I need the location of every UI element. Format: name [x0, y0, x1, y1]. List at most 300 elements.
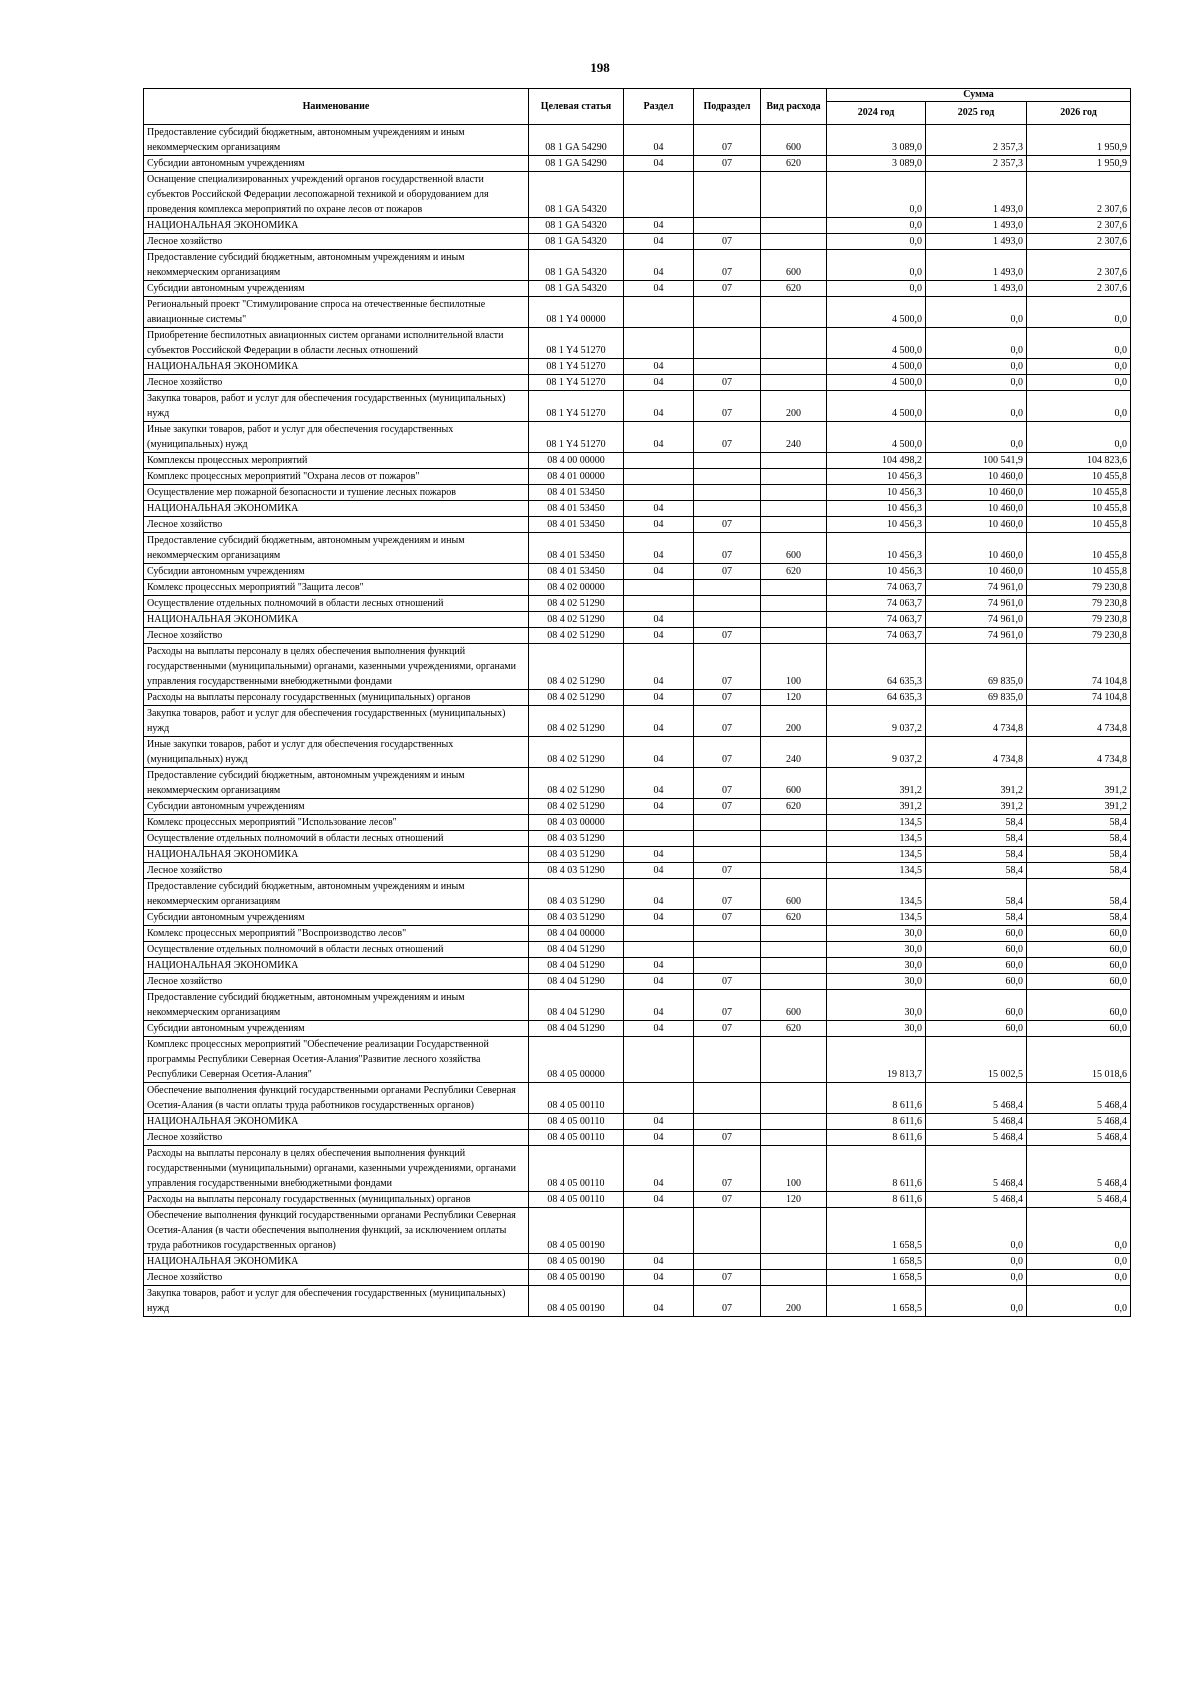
- row-name: Предоставление субсидий бюджетным, автономным учреждениям и иным некоммерческим организациям: [144, 250, 529, 281]
- row-2026: 1 950,9: [1027, 156, 1131, 172]
- row-code: 08 4 02 51290: [529, 628, 624, 644]
- row-podrazdel: 07: [694, 1270, 761, 1286]
- row-vid: [761, 815, 827, 831]
- row-2024: 10 456,3: [827, 469, 926, 485]
- row-razdel: 04: [624, 1270, 694, 1286]
- row-2024: 10 456,3: [827, 501, 926, 517]
- row-2024: 30,0: [827, 1021, 926, 1037]
- row-2025: 1 493,0: [926, 281, 1027, 297]
- row-code: 08 4 03 51290: [529, 863, 624, 879]
- row-code: 08 4 05 00110: [529, 1114, 624, 1130]
- table-row: [144, 1208, 1131, 1254]
- row-2025: 58,4: [926, 879, 1027, 910]
- row-razdel: 04: [624, 359, 694, 375]
- row-name: Закупка товаров, работ и услуг для обеспечения государственных (муниципальных) нужд: [144, 391, 529, 422]
- row-podrazdel: 07: [694, 533, 761, 564]
- row-razdel: 04: [624, 218, 694, 234]
- row-2025: 60,0: [926, 942, 1027, 958]
- row-vid: [761, 485, 827, 501]
- row-2024: 74 063,7: [827, 612, 926, 628]
- row-2026: 79 230,8: [1027, 596, 1131, 612]
- header-2026: 2026 год: [1027, 102, 1131, 125]
- row-razdel: 04: [624, 974, 694, 990]
- row-code: 08 1 Y4 51270: [529, 375, 624, 391]
- row-2024: 30,0: [827, 942, 926, 958]
- row-code: 08 4 02 51290: [529, 612, 624, 628]
- row-podrazdel: 07: [694, 879, 761, 910]
- row-2026: 60,0: [1027, 974, 1131, 990]
- header-2025: 2025 год: [926, 102, 1027, 125]
- row-code: 08 4 01 53450: [529, 485, 624, 501]
- row-name: Субсидии автономным учреждениям: [144, 799, 529, 815]
- table-row: [144, 422, 1131, 453]
- table-row: [144, 815, 1131, 831]
- row-podrazdel: 07: [694, 1130, 761, 1146]
- row-podrazdel: [694, 926, 761, 942]
- row-vid: [761, 628, 827, 644]
- row-razdel: [624, 926, 694, 942]
- row-name: Иные закупки товаров, работ и услуг для обеспечения государственных (муниципальных) нужд: [144, 737, 529, 768]
- row-2024: 0,0: [827, 234, 926, 250]
- row-2026: 5 468,4: [1027, 1192, 1131, 1208]
- row-razdel: [624, 469, 694, 485]
- row-2026: 391,2: [1027, 799, 1131, 815]
- row-razdel: [624, 1037, 694, 1083]
- row-name: Субсидии автономным учреждениям: [144, 910, 529, 926]
- row-razdel: [624, 453, 694, 469]
- row-name: Субсидии автономным учреждениям: [144, 564, 529, 580]
- row-2026: 58,4: [1027, 847, 1131, 863]
- row-2025: 0,0: [926, 1208, 1027, 1254]
- row-vid: 200: [761, 1286, 827, 1317]
- row-2026: 10 455,8: [1027, 564, 1131, 580]
- row-podrazdel: 07: [694, 391, 761, 422]
- row-name: Приобретение беспилотных авиационных систем органами исполнительной власти субъектов Российской Федерации в области лесных отношений: [144, 328, 529, 359]
- row-vid: 600: [761, 250, 827, 281]
- row-2026: 0,0: [1027, 297, 1131, 328]
- row-code: 08 1 GA 54320: [529, 218, 624, 234]
- row-2025: 2 357,3: [926, 156, 1027, 172]
- table-row: [144, 517, 1131, 533]
- table-row: [144, 218, 1131, 234]
- row-2026: 0,0: [1027, 375, 1131, 391]
- row-2024: 64 635,3: [827, 690, 926, 706]
- row-razdel: 04: [624, 517, 694, 533]
- row-podrazdel: 07: [694, 690, 761, 706]
- row-vid: [761, 863, 827, 879]
- row-2025: 10 460,0: [926, 533, 1027, 564]
- row-2026: 58,4: [1027, 815, 1131, 831]
- table-row: [144, 831, 1131, 847]
- row-code: 08 4 04 00000: [529, 926, 624, 942]
- row-2026: 60,0: [1027, 926, 1131, 942]
- row-2024: 74 063,7: [827, 580, 926, 596]
- row-razdel: 04: [624, 1130, 694, 1146]
- row-name: Осуществление мер пожарной безопасности и тушение лесных пожаров: [144, 485, 529, 501]
- row-podrazdel: [694, 847, 761, 863]
- row-vid: [761, 218, 827, 234]
- table-row: [144, 612, 1131, 628]
- row-2025: 2 357,3: [926, 125, 1027, 156]
- row-vid: [761, 1130, 827, 1146]
- row-name: НАЦИОНАЛЬНАЯ ЭКОНОМИКА: [144, 501, 529, 517]
- row-2024: 74 063,7: [827, 628, 926, 644]
- table-row: [144, 990, 1131, 1021]
- row-vid: 120: [761, 1192, 827, 1208]
- row-code: 08 4 01 53450: [529, 564, 624, 580]
- row-razdel: 04: [624, 690, 694, 706]
- row-code: 08 4 05 00190: [529, 1208, 624, 1254]
- row-podrazdel: 07: [694, 768, 761, 799]
- row-2024: 9 037,2: [827, 706, 926, 737]
- table-row: [144, 156, 1131, 172]
- row-2026: 60,0: [1027, 1021, 1131, 1037]
- row-2024: 134,5: [827, 831, 926, 847]
- row-razdel: 04: [624, 1254, 694, 1270]
- row-name: Предоставление субсидий бюджетным, автономным учреждениям и иным некоммерческим организациям: [144, 768, 529, 799]
- row-2025: 58,4: [926, 863, 1027, 879]
- row-2024: 10 456,3: [827, 533, 926, 564]
- row-vid: 100: [761, 1146, 827, 1192]
- row-razdel: [624, 831, 694, 847]
- row-2026: 60,0: [1027, 942, 1131, 958]
- row-2026: 10 455,8: [1027, 533, 1131, 564]
- header-code: Целевая статья: [529, 89, 624, 125]
- table-row: [144, 799, 1131, 815]
- row-razdel: 04: [624, 706, 694, 737]
- row-2024: 4 500,0: [827, 422, 926, 453]
- row-name: Субсидии автономным учреждениям: [144, 281, 529, 297]
- row-code: 08 4 03 51290: [529, 847, 624, 863]
- header-2024: 2024 год: [827, 102, 926, 125]
- row-2026: 0,0: [1027, 391, 1131, 422]
- row-name: Комлекс процессных мероприятий "Воспроизводство лесов": [144, 926, 529, 942]
- row-vid: 240: [761, 737, 827, 768]
- row-2026: 15 018,6: [1027, 1037, 1131, 1083]
- row-code: 08 4 02 51290: [529, 768, 624, 799]
- row-2026: 0,0: [1027, 359, 1131, 375]
- row-2026: 5 468,4: [1027, 1083, 1131, 1114]
- row-code: 08 1 GA 54320: [529, 250, 624, 281]
- row-2024: 8 611,6: [827, 1083, 926, 1114]
- row-podrazdel: [694, 1114, 761, 1130]
- row-2026: 10 455,8: [1027, 517, 1131, 533]
- row-name: Региональный проект "Стимулирование спроса на отечественные беспилотные авиационные системы": [144, 297, 529, 328]
- row-2024: 104 498,2: [827, 453, 926, 469]
- row-name: Предоставление субсидий бюджетным, автономным учреждениям и иным некоммерческим организациям: [144, 879, 529, 910]
- row-podrazdel: [694, 580, 761, 596]
- table-row: [144, 974, 1131, 990]
- row-2025: 10 460,0: [926, 501, 1027, 517]
- row-2026: 0,0: [1027, 1208, 1131, 1254]
- table-row: [144, 690, 1131, 706]
- row-podrazdel: 07: [694, 125, 761, 156]
- table-row: [144, 879, 1131, 910]
- table-row: [144, 768, 1131, 799]
- table-row: [144, 564, 1131, 580]
- row-vid: [761, 453, 827, 469]
- row-vid: [761, 847, 827, 863]
- row-name: Лесное хозяйство: [144, 628, 529, 644]
- row-name: НАЦИОНАЛЬНАЯ ЭКОНОМИКА: [144, 847, 529, 863]
- row-podrazdel: 07: [694, 706, 761, 737]
- row-name: Комлекс процессных мероприятий "Использование лесов": [144, 815, 529, 831]
- row-code: 08 4 01 00000: [529, 469, 624, 485]
- row-code: 08 4 03 00000: [529, 815, 624, 831]
- row-podrazdel: 07: [694, 281, 761, 297]
- row-2026: 79 230,8: [1027, 580, 1131, 596]
- row-2026: 4 734,8: [1027, 706, 1131, 737]
- row-name: НАЦИОНАЛЬНАЯ ЭКОНОМИКА: [144, 218, 529, 234]
- table-row: [144, 1037, 1131, 1083]
- row-2025: 60,0: [926, 926, 1027, 942]
- row-razdel: [624, 1083, 694, 1114]
- row-podrazdel: 07: [694, 644, 761, 690]
- row-podrazdel: [694, 172, 761, 218]
- row-vid: 620: [761, 1021, 827, 1037]
- row-2025: 74 961,0: [926, 596, 1027, 612]
- row-2025: 58,4: [926, 910, 1027, 926]
- row-vid: [761, 517, 827, 533]
- header-vid: Вид расхода: [761, 89, 827, 125]
- row-podrazdel: 07: [694, 422, 761, 453]
- row-2026: 5 468,4: [1027, 1114, 1131, 1130]
- row-code: 08 4 02 51290: [529, 644, 624, 690]
- row-2024: 10 456,3: [827, 564, 926, 580]
- table-row: [144, 1130, 1131, 1146]
- row-code: 08 4 05 00190: [529, 1286, 624, 1317]
- row-2025: 0,0: [926, 375, 1027, 391]
- row-2024: 8 611,6: [827, 1114, 926, 1130]
- row-2025: 69 835,0: [926, 690, 1027, 706]
- row-vid: [761, 1037, 827, 1083]
- row-vid: 620: [761, 156, 827, 172]
- row-razdel: 04: [624, 422, 694, 453]
- row-podrazdel: 07: [694, 1146, 761, 1192]
- row-vid: [761, 501, 827, 517]
- row-2026: 4 734,8: [1027, 737, 1131, 768]
- row-razdel: 04: [624, 1021, 694, 1037]
- row-vid: 600: [761, 990, 827, 1021]
- row-razdel: 04: [624, 1114, 694, 1130]
- row-podrazdel: 07: [694, 250, 761, 281]
- row-name: Осуществление отдельных полномочий в области лесных отношений: [144, 831, 529, 847]
- table-row: [144, 644, 1131, 690]
- row-vid: [761, 172, 827, 218]
- row-2024: 4 500,0: [827, 359, 926, 375]
- row-code: 08 4 05 00000: [529, 1037, 624, 1083]
- table-body: [144, 125, 1131, 1317]
- row-2025: 0,0: [926, 328, 1027, 359]
- row-razdel: [624, 1208, 694, 1254]
- row-podrazdel: 07: [694, 974, 761, 990]
- row-2024: 391,2: [827, 768, 926, 799]
- row-razdel: 04: [624, 644, 694, 690]
- row-razdel: [624, 485, 694, 501]
- row-2025: 0,0: [926, 391, 1027, 422]
- row-podrazdel: 07: [694, 863, 761, 879]
- row-vid: [761, 1254, 827, 1270]
- table-row: [144, 1083, 1131, 1114]
- row-podrazdel: 07: [694, 628, 761, 644]
- row-2024: 0,0: [827, 250, 926, 281]
- row-code: 08 4 02 00000: [529, 580, 624, 596]
- row-code: 08 4 04 51290: [529, 942, 624, 958]
- page-number: 198: [590, 60, 610, 75]
- row-podrazdel: [694, 328, 761, 359]
- row-2024: 391,2: [827, 799, 926, 815]
- row-code: 08 1 GA 54320: [529, 281, 624, 297]
- row-2025: 60,0: [926, 958, 1027, 974]
- row-code: 08 4 05 00190: [529, 1270, 624, 1286]
- row-razdel: 04: [624, 156, 694, 172]
- table-row: [144, 958, 1131, 974]
- row-2025: 0,0: [926, 359, 1027, 375]
- row-podrazdel: [694, 1254, 761, 1270]
- row-vid: 620: [761, 281, 827, 297]
- row-vid: 240: [761, 422, 827, 453]
- row-2024: 134,5: [827, 910, 926, 926]
- row-2024: 64 635,3: [827, 644, 926, 690]
- row-podrazdel: [694, 218, 761, 234]
- row-2024: 10 456,3: [827, 517, 926, 533]
- row-razdel: [624, 815, 694, 831]
- row-name: Комлекс процессных мероприятий "Защита лесов": [144, 580, 529, 596]
- row-2024: 10 456,3: [827, 485, 926, 501]
- table-row: [144, 1270, 1131, 1286]
- row-2024: 30,0: [827, 926, 926, 942]
- row-2024: 0,0: [827, 218, 926, 234]
- row-2025: 74 961,0: [926, 628, 1027, 644]
- row-2025: 4 734,8: [926, 706, 1027, 737]
- row-2025: 74 961,0: [926, 580, 1027, 596]
- row-name: Расходы на выплаты персоналу государственных (муниципальных) органов: [144, 1192, 529, 1208]
- row-name: Обеспечение выполнения функций государственными органами Республики Северная Осетия-Алания (в части оплаты труда работников государственных органов): [144, 1083, 529, 1114]
- row-vid: [761, 958, 827, 974]
- row-code: 08 4 05 00190: [529, 1254, 624, 1270]
- table-header: [144, 89, 1131, 125]
- row-2026: 79 230,8: [1027, 628, 1131, 644]
- table-row: [144, 501, 1131, 517]
- row-code: 08 4 02 51290: [529, 690, 624, 706]
- row-razdel: 04: [624, 910, 694, 926]
- row-vid: 600: [761, 768, 827, 799]
- row-podrazdel: [694, 831, 761, 847]
- row-2025: 5 468,4: [926, 1192, 1027, 1208]
- row-razdel: 04: [624, 250, 694, 281]
- row-vid: [761, 359, 827, 375]
- row-2024: 0,0: [827, 281, 926, 297]
- table-row: [144, 706, 1131, 737]
- row-2025: 74 961,0: [926, 612, 1027, 628]
- table-row: [144, 250, 1131, 281]
- row-vid: 120: [761, 690, 827, 706]
- row-name: Лесное хозяйство: [144, 375, 529, 391]
- row-razdel: 04: [624, 281, 694, 297]
- table-row: [144, 328, 1131, 359]
- row-2024: 134,5: [827, 847, 926, 863]
- row-2025: 100 541,9: [926, 453, 1027, 469]
- row-name: Расходы на выплаты персоналу в целях обеспечения выполнения функций государственными (муниципальными) органами, казенными учреждениями, органами управления государственными внебюджетными фондами: [144, 644, 529, 690]
- row-podrazdel: 07: [694, 1286, 761, 1317]
- row-code: 08 4 04 51290: [529, 958, 624, 974]
- row-name: Комплексы процессных мероприятий: [144, 453, 529, 469]
- row-2025: 10 460,0: [926, 485, 1027, 501]
- row-2025: 0,0: [926, 422, 1027, 453]
- row-name: Лесное хозяйство: [144, 1130, 529, 1146]
- row-podrazdel: 07: [694, 156, 761, 172]
- row-razdel: 04: [624, 1146, 694, 1192]
- row-name: Комплекс процессных мероприятий "Обеспечение реализации Государственной программы Республики Северная Осетия-Алания"Развитие лесного хозяйства Республики Северная Осетия-Алания": [144, 1037, 529, 1083]
- row-vid: [761, 375, 827, 391]
- row-vid: 600: [761, 125, 827, 156]
- row-name: Расходы на выплаты персоналу государственных (муниципальных) органов: [144, 690, 529, 706]
- row-podrazdel: 07: [694, 799, 761, 815]
- row-name: Предоставление субсидий бюджетным, автономным учреждениям и иным некоммерческим организациям: [144, 125, 529, 156]
- row-code: 08 4 02 51290: [529, 596, 624, 612]
- row-2026: 10 455,8: [1027, 501, 1131, 517]
- row-2025: 60,0: [926, 990, 1027, 1021]
- row-2024: 30,0: [827, 958, 926, 974]
- table-row: [144, 926, 1131, 942]
- row-code: 08 4 03 51290: [529, 879, 624, 910]
- row-2025: 1 493,0: [926, 234, 1027, 250]
- row-2025: 10 460,0: [926, 564, 1027, 580]
- row-vid: 600: [761, 879, 827, 910]
- row-2026: 2 307,6: [1027, 234, 1131, 250]
- row-code: 08 4 01 53450: [529, 517, 624, 533]
- row-podrazdel: 07: [694, 1021, 761, 1037]
- row-2026: 0,0: [1027, 1254, 1131, 1270]
- table-row: [144, 533, 1131, 564]
- table-row: [144, 942, 1131, 958]
- row-name: Лесное хозяйство: [144, 1270, 529, 1286]
- row-2025: 1 493,0: [926, 172, 1027, 218]
- row-name: Расходы на выплаты персоналу в целях обеспечения выполнения функций государственными (муниципальными) органами, казенными учреждениями, органами управления государственными внебюджетными фондами: [144, 1146, 529, 1192]
- row-name: Иные закупки товаров, работ и услуг для обеспечения государственных (муниципальных) нужд: [144, 422, 529, 453]
- row-razdel: [624, 580, 694, 596]
- row-name: Лесное хозяйство: [144, 234, 529, 250]
- row-vid: [761, 1114, 827, 1130]
- row-podrazdel: [694, 612, 761, 628]
- row-vid: [761, 612, 827, 628]
- table-row: [144, 847, 1131, 863]
- row-name: Лесное хозяйство: [144, 517, 529, 533]
- row-2024: 74 063,7: [827, 596, 926, 612]
- row-vid: [761, 469, 827, 485]
- table-row: [144, 391, 1131, 422]
- row-razdel: 04: [624, 501, 694, 517]
- row-code: 08 4 02 51290: [529, 737, 624, 768]
- table-row: [144, 125, 1131, 156]
- row-vid: [761, 942, 827, 958]
- row-name: Комплекс процессных мероприятий "Охрана лесов от пожаров": [144, 469, 529, 485]
- row-razdel: 04: [624, 533, 694, 564]
- row-vid: 620: [761, 564, 827, 580]
- row-2024: 19 813,7: [827, 1037, 926, 1083]
- row-podrazdel: 07: [694, 234, 761, 250]
- table-row: [144, 628, 1131, 644]
- table-row: [144, 596, 1131, 612]
- row-vid: [761, 234, 827, 250]
- row-code: 08 4 01 53450: [529, 501, 624, 517]
- row-code: 08 4 02 51290: [529, 799, 624, 815]
- row-2026: 10 455,8: [1027, 469, 1131, 485]
- row-vid: [761, 1083, 827, 1114]
- table-row: [144, 863, 1131, 879]
- row-vid: [761, 297, 827, 328]
- row-vid: 620: [761, 799, 827, 815]
